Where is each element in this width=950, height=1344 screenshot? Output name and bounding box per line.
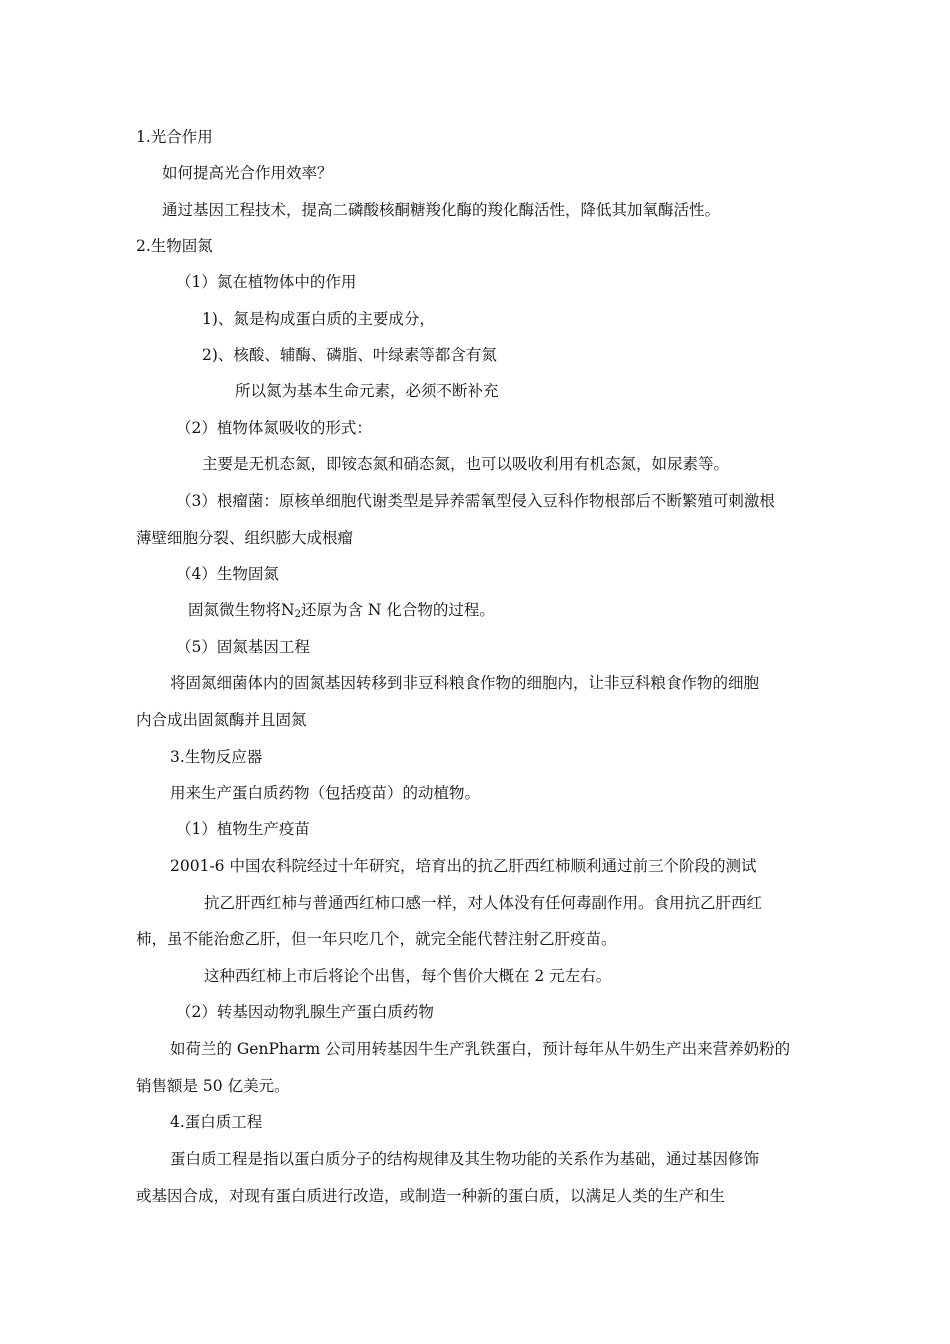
paragraph-line: 主要是无机态氮，即铵态氮和硝态氮，也可以吸收利用有机态氮，如尿素等。	[202, 455, 730, 473]
subheading-line: （5）固氮基因工程	[176, 638, 310, 656]
paragraph-line: （3）根瘤菌：原核单细胞代谢类型是异养需氧型侵入豆科作物根部后不断繁殖可刺激根	[176, 492, 775, 510]
heading-protein-engineering: 4.蛋白质工程	[170, 1113, 263, 1131]
subheading-line: （1）氮在植物体中的作用	[176, 273, 357, 291]
subheading-line: （2）植物体氮吸收的形式：	[176, 419, 372, 437]
subheading-line: （4）生物固氮	[176, 565, 279, 583]
paragraph-line: 薄壁细胞分裂、组织膨大成根瘤	[136, 529, 354, 547]
paragraph-line: 如荷兰的 GenPharm 公司用转基因牛生产乳铁蛋白，预计每年从牛奶生产出来营养奶粉的	[170, 1040, 791, 1058]
subscript: 2	[294, 609, 301, 620]
heading-nitrogen-fixation: 2.生物固氮	[136, 237, 213, 255]
heading-bioreactor: 3.生物反应器	[170, 748, 263, 766]
paragraph-line: 2001-6 中国农科院经过十年研究，培育出的抗乙肝西红柿顺利通过前三个阶段的测试	[170, 857, 757, 875]
list-item: 1)、氮是构成蛋白质的主要成分，	[202, 310, 435, 328]
heading-photosynthesis: 1.光合作用	[136, 128, 213, 146]
text-run: N	[281, 601, 295, 619]
paragraph-line: 内合成出固氮酶并且固氮	[136, 711, 307, 729]
subheading-line: （1）植物生产疫苗	[176, 820, 310, 838]
question-line: 如何提高光合作用效率？	[162, 164, 333, 182]
paragraph-line: 用来生产蛋白质药物（包括疫苗）的动植物。	[170, 784, 481, 802]
paragraph-line: 销售额是 50 亿美元。	[136, 1077, 290, 1095]
paragraph-line: 将固氮细菌体内的固氮基因转移到非豆科粮食作物的细胞内，让非豆科粮食作物的细胞	[170, 674, 760, 692]
paragraph-line: 这种西红柿上市后将论个出售，每个售价大概在 2 元左右。	[204, 967, 612, 985]
list-item: 2)、核酸、辅酶、磷脂、叶绿素等都含有氮	[202, 346, 497, 364]
paragraph-line: 通过基因工程技术，提高二磷酸核酮糖羧化酶的羧化酶活性，降低其加氧酶活性。	[162, 201, 721, 219]
text-run: 还原为含 N 化合物的过程。	[300, 601, 495, 619]
paragraph-line: 柿，虽不能治愈乙肝，但一年只吃几个，就完全能代替注射乙肝疫苗。	[136, 930, 617, 948]
paragraph-line: 所以氮为基本生命元素，必须不断补充	[235, 382, 499, 400]
paragraph-line: 或基因合成，对现有蛋白质进行改造，或制造一种新的蛋白质，以满足人类的生产和生	[136, 1187, 726, 1205]
paragraph-line: 蛋白质工程是指以蛋白质分子的结构规律及其生物功能的关系作为基础，通过基因修饰	[170, 1150, 760, 1168]
subheading-line: （2）转基因动物乳腺生产蛋白质药物	[176, 1003, 434, 1021]
paragraph-line: 抗乙肝西红柿与普通西红柿口感一样，对人体没有任何毒副作用。食用抗乙肝西红	[204, 894, 763, 912]
paragraph-line	[188, 600, 495, 625]
text-run: 固氮微生物将	[188, 601, 282, 619]
